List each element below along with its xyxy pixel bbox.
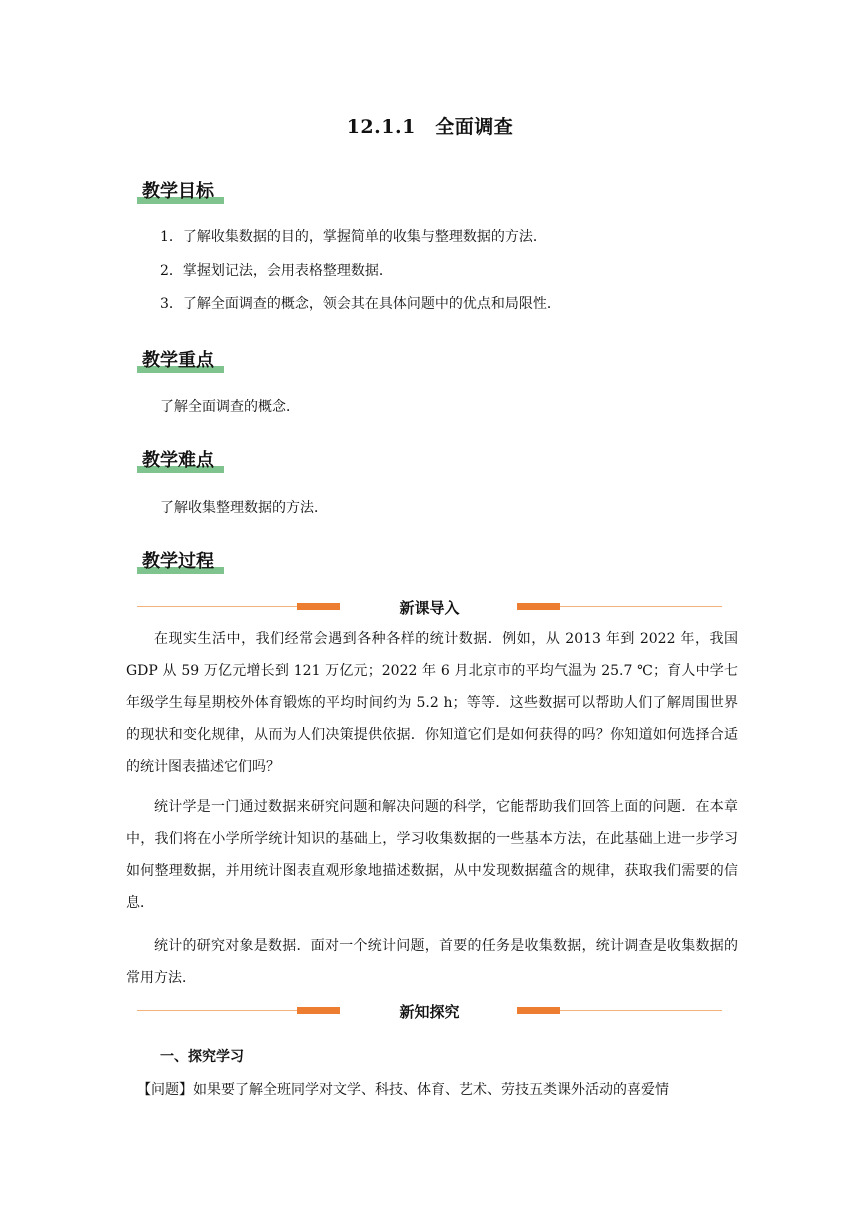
key-points-text: 了解全面调查的概念． [160, 399, 300, 415]
divider-label: 新课导入 [399, 599, 460, 617]
intro-paragraph-3: 统计的研究对象是数据．面对一个统计问题，首要的任务是收集数据，统计调查是收集数据的常用方法． [126, 938, 738, 986]
intro-paragraph-1: 在现实生活中，我们经常会遇到各种各样的统计数据．例如，从 2013 年到 2022 年，我国 GDP 从 59 万亿元增长到 121 万亿元；2022 年 6 月北京市的平均气温为 25.7 ℃；育人中学七年级学生每星期校外体育锻炼的平均时间约为 5.2 h；等等．这些数据可以帮助人们了解周围世界的现状和变化规律，从而为人们决策提供依据．你知道它们是如何获得的吗？你知道如何选择合适的统计图表描述它们吗？ [126, 631, 738, 775]
explore-question: 【问题】如果要了解全班同学对文学、科技、体育、艺术、劳技五类课外活动的喜爱情 [137, 1082, 669, 1098]
section-heading-key-points: 教学重点 [142, 350, 214, 371]
section-heading-difficulties: 教学难点 [142, 450, 214, 471]
difficulties-text: 了解收集整理数据的方法． [160, 500, 328, 516]
divider-intro [137, 597, 722, 617]
objective-item-3: 3．了解全面调查的概念，领会其在具体问题中的优点和局限性． [160, 296, 561, 312]
divider-explore [137, 1001, 722, 1021]
explore-subheading: 一、探究学习 [160, 1049, 244, 1065]
objective-item-1: 1．了解收集数据的目的，掌握简单的收集与整理数据的方法． [160, 229, 547, 245]
intro-paragraph-2: 统计学是一门通过数据来研究问题和解决问题的科学，它能帮助我们回答上面的问题．在本章中，我们将在小学所学统计知识的基础上，学习收集数据的一些基本方法，在此基础上进一步学习如何整理数据，并用统计图表直观形象地描述数据，从中发现数据蕴含的规律，获取我们需要的信息． [126, 799, 738, 911]
objective-item-2: 2．掌握划记法，会用表格整理数据． [160, 263, 393, 279]
section-heading-objectives: 教学目标 [142, 181, 214, 202]
page-title: 12.1.1 全面调查 [346, 116, 514, 138]
section-heading-process: 教学过程 [142, 551, 214, 572]
divider-label: 新知探究 [399, 1003, 460, 1021]
